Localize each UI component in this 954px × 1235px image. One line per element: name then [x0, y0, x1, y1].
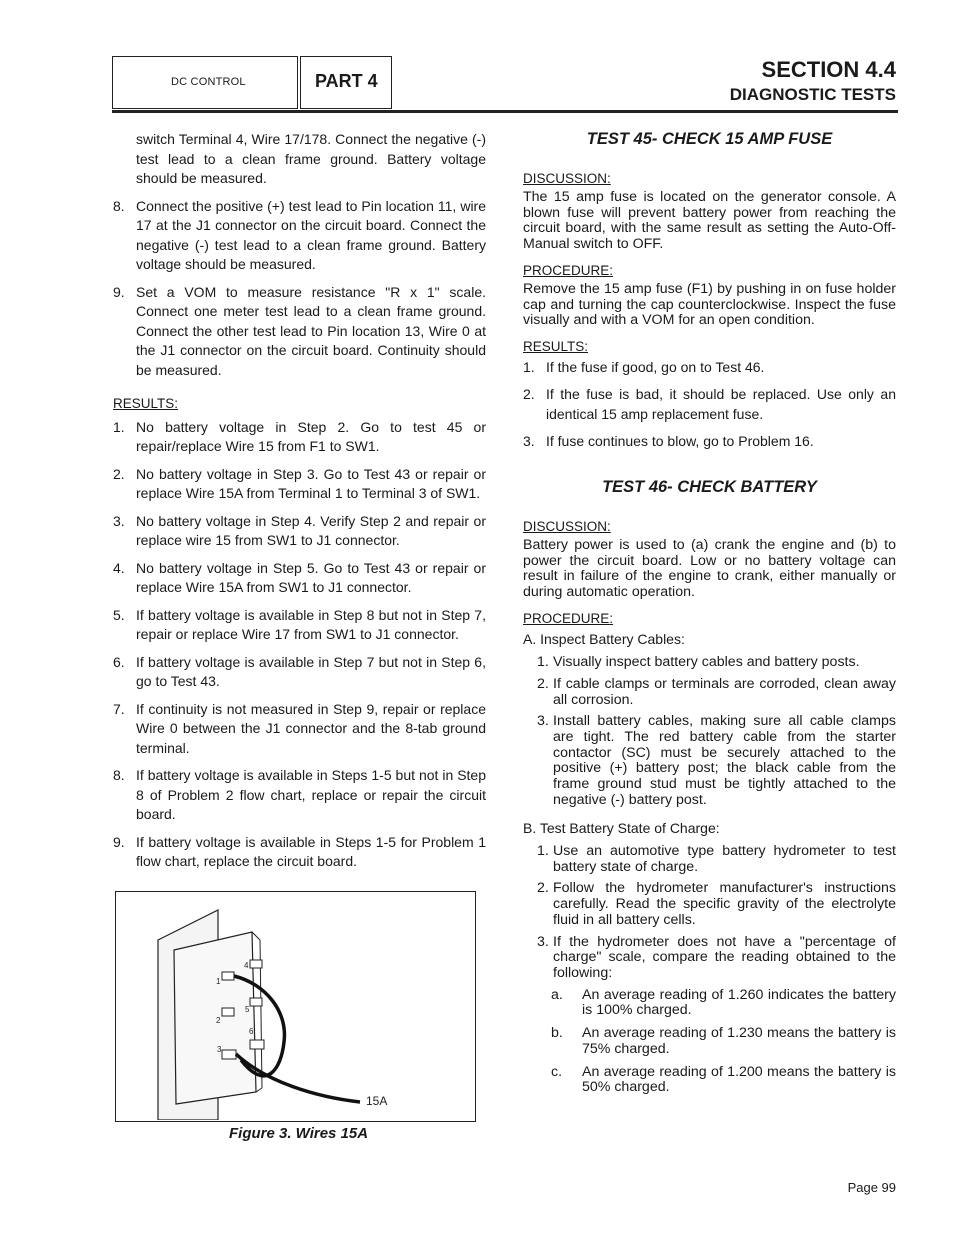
test46-discussion: Battery power is used to (a) crank the engine and (b) to power the circuit board. Low or no battery voltage can result in failure of the engine to crank, either manually or during automatic operation.: [523, 536, 896, 601]
test45-results-heading: RESULTS:: [523, 338, 589, 354]
terminal-6-label: 6: [249, 1027, 254, 1036]
part-a-heading: A. Inspect Battery Cables:: [523, 630, 685, 647]
result-number: 8.: [113, 767, 125, 783]
terminal-3-label: 3: [217, 1045, 222, 1054]
result-item: [113, 653, 486, 692]
item-number: 2.: [537, 880, 549, 897]
step-number: 9.: [113, 283, 125, 300]
part-a-item: [523, 655, 896, 671]
result-text: If the fuse if good, go on to Test 46.: [546, 358, 765, 375]
figure-wires-15a: [115, 891, 476, 1122]
step-7-continuation: switch Terminal 4, Wire 17/178. Connect the negative (-) test lead to a clean frame ground. Battery voltage should be measured.: [136, 131, 486, 186]
result-text: If the fuse is bad, it should be replaced. Use only an identical 15 amp replacement fuse.: [546, 386, 896, 422]
result-number: 1.: [113, 418, 125, 435]
terminal-4-tab: [250, 960, 262, 968]
result-item: [113, 418, 486, 457]
part-b-heading: B. Test Battery State of Charge:: [523, 819, 720, 836]
header-category-box: [112, 56, 298, 109]
terminal-1-label: 1: [216, 977, 221, 986]
result-item: [113, 512, 486, 551]
result-text: If battery voltage is available in Steps 1-5 but not in Step 8 of Problem 2 flow chart, replace or repair the circuit board.: [136, 767, 486, 822]
test45-discussion: The 15 amp fuse is located on the generator console. A blown fuse will prevent battery power from reaching the circuit board, with the same result as setting the Auto-Off-Manual switch to OFF.: [523, 189, 896, 253]
step-number: 8.: [113, 197, 125, 214]
result-number: 5.: [113, 606, 125, 623]
result-text: No battery voltage in Step 2. Go to test 45 or repair/replace Wire 15 from F1 to SW1.: [136, 418, 486, 454]
header-category-label: DC CONTROL: [171, 76, 246, 88]
item-number: 1.: [537, 843, 549, 860]
header-rule: [112, 110, 898, 113]
result-item: [113, 833, 486, 872]
page-number: Page 99: [847, 1180, 896, 1195]
result-number: 9.: [113, 833, 125, 850]
test45-procedure-heading: PROCEDURE:: [523, 262, 614, 278]
item-number: 1.: [537, 654, 549, 671]
terminal-2-label: 2: [216, 1016, 221, 1025]
test45-result-item: [523, 385, 896, 424]
item-letter: c.: [551, 1063, 563, 1080]
result-number: 2.: [523, 386, 535, 403]
item-text: Use an automotive type battery hydrometer to test battery state of charge.: [553, 843, 896, 875]
item-text: If the hydrometer does not have a "percentage of charge" scale, compare the reading obtained to the following:: [553, 933, 896, 981]
charge-reading-item: [523, 988, 896, 1019]
figure-caption: Figure 3. Wires 15A: [229, 1125, 369, 1142]
result-number: 4.: [113, 559, 125, 576]
result-item: [113, 700, 486, 759]
test46-discussion-heading: DISCUSSION:: [523, 518, 611, 534]
part-b-item: [523, 844, 896, 875]
step-item: [113, 197, 486, 275]
item-text: Follow the hydrometer manufacturer's instructions carefully. Read the specific gravity of the electrolyte fluid in all battery cells.: [553, 880, 896, 928]
terminal-3-tab: [222, 1050, 236, 1059]
result-number: 7.: [113, 700, 125, 717]
terminal-4-label: 4: [244, 961, 249, 970]
item-letter: b.: [551, 1025, 563, 1042]
part-b-item: [523, 881, 896, 928]
terminal-5-tab: [250, 998, 262, 1006]
item-text: Visually inspect battery cables and battery posts.: [553, 654, 860, 671]
terminal-2-tab: [222, 1008, 234, 1016]
terminal-6-tab: [250, 1040, 264, 1049]
item-text: An average reading of 1.230 means the battery is 75% charged.: [582, 1025, 896, 1057]
result-text: If continuity is not measured in Step 9, repair or replace Wire 0 between the J1 connector and the 8-tab ground terminal.: [136, 700, 486, 756]
left-column: [113, 130, 486, 880]
test46-title: TEST 46- CHECK BATTERY: [602, 477, 817, 496]
test46-procedure-heading: PROCEDURE:: [523, 610, 614, 626]
step-text: Connect the positive (+) test lead to Pin location 11, wire 17 at the J1 connector on the circuit board. Connect the negative (-) test lead to a clean frame ground. Battery voltage should be measured.: [136, 197, 486, 272]
result-text: No battery voltage in Step 5. Go to Test 43 or repair or replace Wire 15A from SW1 to J1 connector.: [136, 559, 486, 595]
results-heading: RESULTS:: [113, 396, 179, 411]
result-number: 6.: [113, 653, 125, 670]
result-number: 1.: [523, 358, 535, 375]
result-text: No battery voltage in Step 3. Go to Test 43 or repair or replace Wire 15A from Terminal 1 to Terminal 3 of SW1.: [136, 465, 486, 501]
item-text: If cable clamps or terminals are corroded, clean away all corrosion.: [553, 675, 896, 708]
test45-title: TEST 45- CHECK 15 AMP FUSE: [586, 130, 833, 148]
part-b-item: [523, 935, 896, 982]
item-number: 3.: [537, 933, 549, 950]
result-item: [113, 465, 486, 504]
result-text: If battery voltage is available in Step 8 but not in Step 7, repair or replace Wire 17 from SW1 to J1 connector.: [136, 606, 486, 642]
result-text: No battery voltage in Step 4. Verify Step 2 and repair or replace wire 15 from SW1 to J1 connector.: [136, 512, 486, 548]
item-text: An average reading of 1.260 indicates the battery is 100% charged.: [582, 986, 896, 1019]
result-text: If battery voltage is available in Step 7 but not in Step 6, go to Test 43.: [136, 653, 486, 689]
step-item: [113, 283, 486, 381]
header-part-box: [300, 56, 392, 109]
result-number: 3.: [113, 512, 125, 529]
item-number: 2.: [537, 675, 549, 692]
result-item: [113, 766, 486, 825]
test45-result-item: [523, 358, 896, 378]
section-subtitle: DIAGNOSTIC TESTS: [729, 85, 896, 104]
item-letter: a.: [551, 986, 563, 1003]
result-item: [113, 606, 486, 645]
test45-procedure: Remove the 15 amp fuse (F1) by pushing in on fuse holder cap and turning the cap counterclockwise. Inspect the fuse visually and with a VOM for an open condition.: [523, 280, 896, 329]
section-title: SECTION 4.4: [761, 57, 896, 82]
switch-body: [174, 932, 256, 1104]
result-number: 3.: [523, 433, 535, 450]
switch-wiring-illustration: [116, 892, 474, 1120]
terminal-5-label: 5: [245, 1005, 250, 1014]
item-text: An average reading of 1.200 means the battery is 50% charged.: [582, 1063, 896, 1096]
header-part-label: PART 4: [315, 71, 378, 91]
test45-result-item: [523, 432, 896, 452]
charge-reading-item: [523, 1065, 896, 1096]
result-item: [113, 559, 486, 598]
part-a-item: [523, 714, 896, 808]
result-text: If battery voltage is available in Steps 1-5 for Problem 1 flow chart, replace the circuit board.: [136, 833, 486, 869]
result-number: 2.: [113, 465, 125, 482]
right-column: [523, 130, 896, 1103]
part-a-item: [523, 677, 896, 708]
wire-label: 15A: [366, 1094, 388, 1108]
item-number: 3.: [537, 713, 549, 730]
test45-discussion-heading: DISCUSSION:: [523, 171, 611, 186]
charge-reading-item: [523, 1026, 896, 1057]
result-text: If fuse continues to blow, go to Problem 16.: [546, 433, 814, 450]
terminal-1-tab: [222, 972, 234, 980]
item-text: Install battery cables, making sure all cable clamps are tight. The red battery cable from the starter contactor (SC) must be securely attached to the positive (+) battery post; the black cable from the frame ground stud must be tightly attached to the negative (-) battery post.: [553, 713, 896, 808]
step-text: Set a VOM to measure resistance "R x 1" scale. Connect one meter test lead to a clean frame ground. Connect the other test lead to Pin location 13, Wire 0 at the J1 connector on the circuit board. Continuity should be measured.: [136, 283, 486, 378]
